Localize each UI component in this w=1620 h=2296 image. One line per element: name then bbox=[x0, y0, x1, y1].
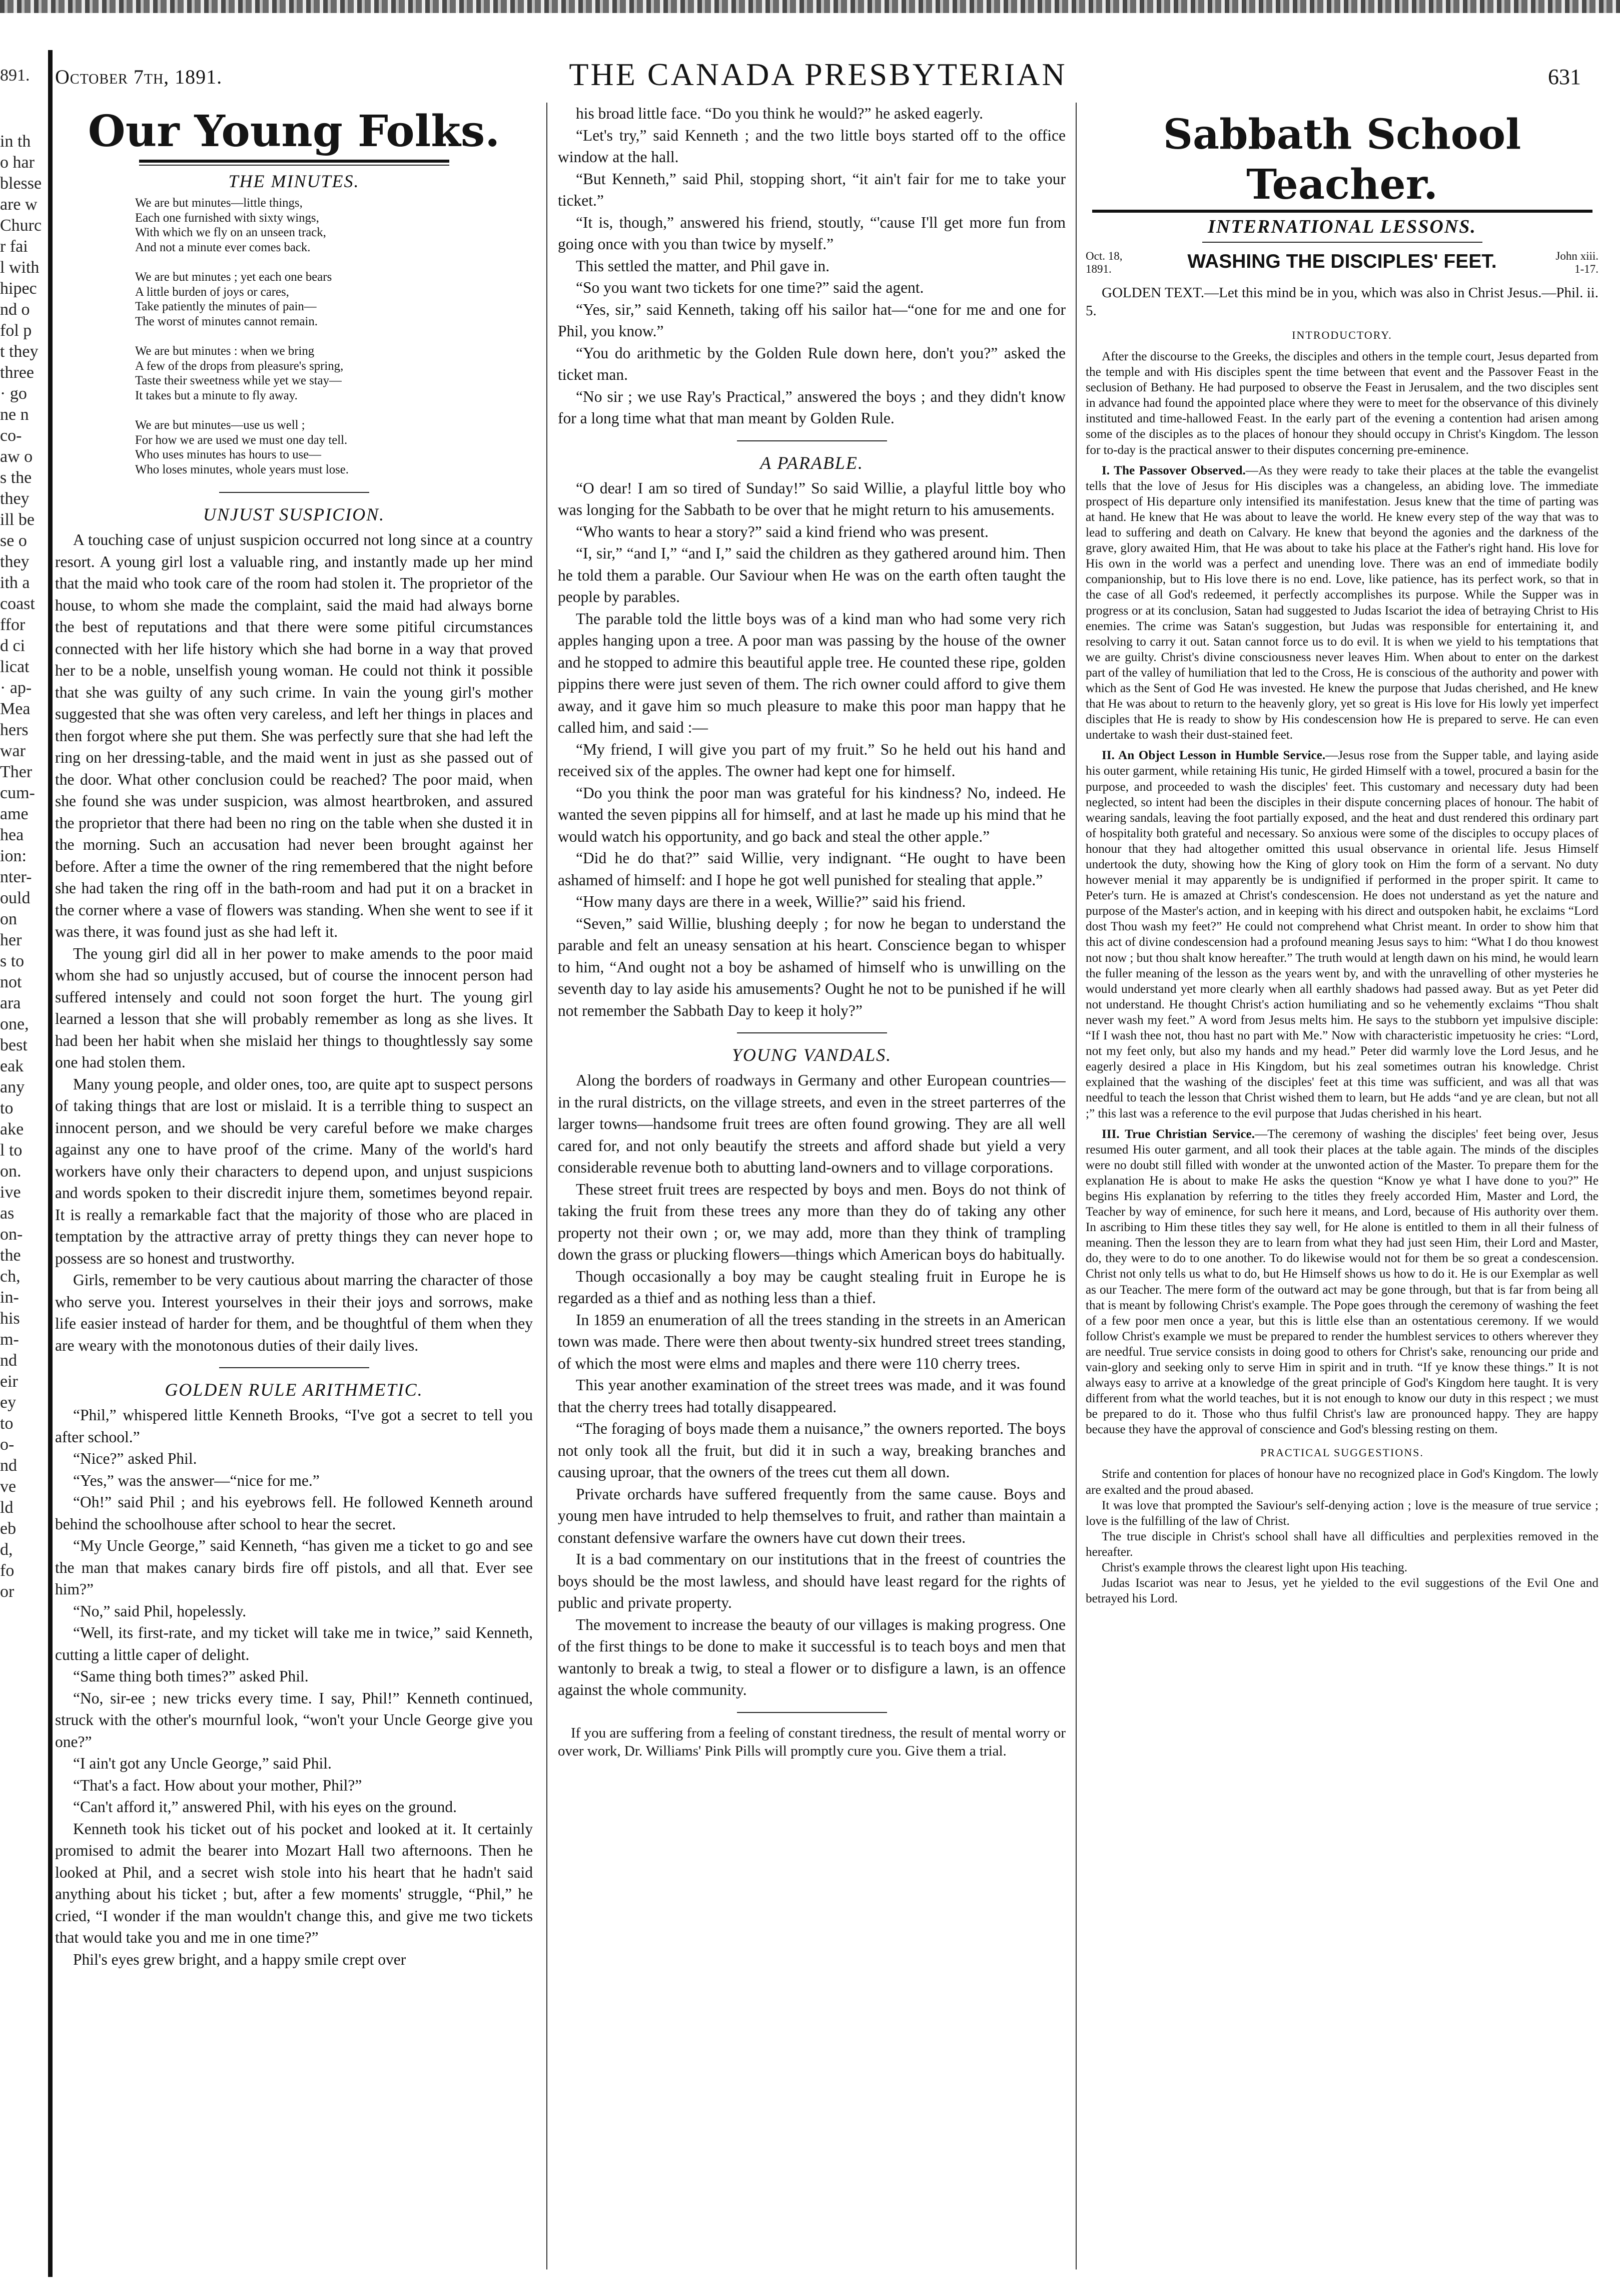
column-rule bbox=[1076, 103, 1077, 2269]
margin-fragment: best bbox=[0, 1036, 28, 1054]
paragraph: The movement to increase the beauty of our villages is making progress. One of the first things to be done to make it successful is to teach boys and men that wantonly to break a twig, to steal a flower or to disfigure a lawn, is an offence against the whole community. bbox=[558, 1615, 1066, 1698]
margin-fragment: Mea bbox=[0, 700, 31, 718]
margin-fragment: ara bbox=[0, 994, 21, 1012]
suggestion-paragraph: Strife and contention for places of honour have no recognized place in God's Kingdom. The lowly are exalted and the proud abased. bbox=[1086, 1467, 1598, 1497]
margin-fragment: eb bbox=[0, 1519, 17, 1538]
subheading: INTRODUCTORY. bbox=[1292, 329, 1392, 341]
lesson-section-heading: I. The Passover Observed. bbox=[1102, 463, 1246, 477]
paragraph: These street fruit trees are respected by boys and men. Boys do not think of taking the fruit from these trees any more than they do of taking any other property not their own ; or, we may add, more than they think of trampling down the grass or plucking flowers—things which American boys do habitually. bbox=[558, 1180, 1066, 1263]
column-two bbox=[558, 103, 1066, 2269]
margin-fragment: se o bbox=[0, 531, 27, 550]
paragraph: “So you want two tickets for one time?” said the agent. bbox=[576, 279, 924, 296]
margin-fragment: ith a bbox=[0, 573, 30, 592]
lesson-section bbox=[1086, 463, 1598, 743]
article-title: YOUNG VANDALS. bbox=[731, 1045, 892, 1065]
margin-fragment: any bbox=[0, 1078, 25, 1096]
paragraph: Phil's eyes grew bright, and a happy smile crept over bbox=[73, 1950, 406, 1968]
section-rule bbox=[219, 492, 369, 493]
paragraph: “I ain't got any Uncle George,” said Phil. bbox=[73, 1755, 332, 1772]
lesson-section-text: —The ceremony of washing the disciples' feet being over, Jesus resumed His outer garment, and all took their places at the table again. The minds of the disciples were no doubt still filled with wonder at the unwonted action of the Master. To prepare them for the explanation He is about to make He asks the question “Know ye what I have done to you?” He begins His explanation by referring to the titles they freely accorded Him, Master and Lord, the Teacher by way of eminence, for such here it means, and Lord, because of His authority over them. In ascribing to Him these titles they say well, for He alone is entitled to them in all their fulness of meaning. Then the lesson they are to learn from what they had just seen Him, their Lord and Master, do, they were to do to one another. To do likewise would not for them be so great a condescension. Christ not only tells us what to do, but He Himself shows us how to do it. He is our Exemplar as well as our Teacher. The mere form of the outward act may be gone through, but that is far from being all that is meant by following Christ's example. The Pope goes through the ceremony of washing the feet of a few poor men once a year, but this is little else than an ostentatious ceremony. If we would follow Christ's example we must be prepared to render the humblest services to others wherever they are needful. True service consists in doing good to others for Christ's sake, renouncing our pride and vain-glory and seeking only to serve Him in spirit and in truth. “If ye know these things.” It is not always easy to arrive at a knowledge of the great principle of God's Kingdom here taught. It is very different from what the world teaches, but it is not enough to know our duty in this respect ; we must be prepared to do it. Those who thus fulfil Christ's law are pronounced happy. They are happy because they have the approval of conscience and God's blessing resting on them. bbox=[1086, 1127, 1598, 1437]
lesson-date-line: Oct. 18, bbox=[1086, 250, 1123, 262]
paragraph: Private orchards have suffered frequently from the same cause. Boys and young men have intruded to help themselves to fruit, and rather than maintain a constant defensive warfare the owners have cut down their trees. bbox=[558, 1485, 1066, 1546]
notice-text: If you are suffering from a feeling of constant tiredness, the result of mental worry or over work, Dr. Williams' Pink Pills will promptly cure you. Give them a trial. bbox=[558, 1725, 1066, 1759]
suggestion-paragraph: Judas Iscariot was near to Jesus, yet he yielded to the evil suggestions of the Evil One and betrayed his Lord. bbox=[1086, 1576, 1598, 1606]
paragraph: “Yes,” was the answer—“nice for me.” bbox=[73, 1471, 320, 1489]
margin-fragment: 891. bbox=[0, 66, 30, 85]
margin-fragment: they bbox=[0, 552, 30, 571]
column-sabbath-school bbox=[1086, 103, 1598, 2269]
margin-fragment: co- bbox=[0, 426, 22, 445]
department-title: Our Young Folks. bbox=[88, 106, 500, 157]
paragraph: “No,” said Phil, hopelessly. bbox=[73, 1602, 247, 1620]
subheading: PRACTICAL SUGGESTIONS. bbox=[1260, 1446, 1424, 1459]
article-title: A PARABLE. bbox=[760, 452, 864, 473]
margin-fragment: as bbox=[0, 1204, 15, 1223]
margin-fragment: t they bbox=[0, 342, 39, 361]
poem-stanza bbox=[135, 344, 533, 403]
margin-fragment: to bbox=[0, 1099, 14, 1117]
issue-date: October 7th, 1891. bbox=[55, 66, 223, 88]
margin-fragment: ame bbox=[0, 805, 29, 823]
poem-line: We are but minutes—use us well ; bbox=[135, 418, 305, 432]
margin-fragment: three bbox=[0, 363, 34, 382]
paragraph: Though occasionally a boy may be caught stealing fruit in Europe he is regarded as a thief and as nothing less than a thief. bbox=[558, 1267, 1066, 1307]
lesson-section-text: —Jesus rose from the Supper table, and laying aside his outer garment, while retaining His tunic, He girded Himself with a towel, procured a basin for the purpose, and proceeded to wash the disciples' feet. This customary and necessary duty had been neglected, so intent had been the disciples in their dispute concerning places of honour. The habit of wearing sandals, leaving the foot partially exposed, and the heat and dust rendered this ordinary part of hospitality both grateful and necessary. So anxious were some of the disciples to occupy places of honour that they had altogether omitted this usual observance in oriental life. Jesus Himself undertook the duty, showing how the King of glory took on Him the form of a servant. No duty however menial it may apparently be is undignified if performed in the proper spirit. It came to Peter's turn. He is amazed at Christ's condescension. He does not understand as yet the nature and purpose of the Master's action, and in keeping with his direct and outspoken habit, he exclaims “Lord dost Thou wash my feet?” He could not comprehend what Christ meant. In order to show him that this act of divine condescension had a profound meaning Jesus says to him: “What I do thou knowest not now ; but thou shalt know hereafter.” The truth would at length dawn on his mind, he would learn the fuller meaning of the lesson as the years went by, and with the unravelling of other mysteries he would understand yet more clearly when all earthly shadows had passed away. But as yet Peter did not understand. He thought Christ's action humiliating and so he vehemently exclaims “Thou shalt never wash my feet.” A word from Jesus melts him. He says to the stubborn yet impulsive disciple: “If I wash thee not, thou hast no part with Me.” Now with characteristic impetuosity he cries: “Lord, not my feet only, but also my hands and my head.” Peter did warmly love the Lord Jesus, and he eagerly desired a place in His Kingdom, but his zeal sometimes outran his knowledge. Christ explained that the washing of the disciples' feet at this time was sufficient, and was all that was needful to teach the lesson that Christ wished them to learn, but He adds “and ye are clean, but not all ;” this last was a reference to the evil purpose that Judas cherished in his heart. bbox=[1086, 749, 1598, 1120]
paragraph: “O dear! I am so tired of Sunday!” So said Willie, a playful little boy who was longing for the Sabbath to be over that he might return to his amusements. bbox=[558, 479, 1066, 518]
margin-fragment: d ci bbox=[0, 637, 26, 655]
margin-fragment: nd bbox=[0, 1351, 17, 1370]
margin-fragment: s to bbox=[0, 952, 25, 970]
title-rule bbox=[1092, 210, 1592, 213]
newspaper-title: THE CANADA PRESBYTERIAN bbox=[569, 57, 1067, 92]
poem-line: Take patiently the minutes of pain— bbox=[135, 300, 317, 313]
margin-fragment: blesse bbox=[0, 174, 42, 193]
paragraph: “Do you think the poor man was grateful for his kindness? No, indeed. He wanted the seven pippins all for himself, and at last he made up his mind that he would watch his opportunity, and go back and steal the other apple.” bbox=[558, 784, 1066, 845]
poem-line: For how we are used we must one day tell. bbox=[135, 433, 348, 447]
margin-fragment: ch, bbox=[0, 1267, 21, 1286]
poem-line: Who loses minutes, whole years must lose. bbox=[135, 462, 349, 476]
margin-fragment: s the bbox=[0, 468, 32, 487]
advertisement-notice bbox=[558, 1724, 1066, 1760]
lesson-section bbox=[1086, 1126, 1598, 1438]
margin-fragment: eir bbox=[0, 1372, 18, 1391]
paragraph: his broad little face. “Do you think he would?” he asked eagerly. bbox=[576, 105, 984, 122]
margin-fragment: ion: bbox=[0, 847, 27, 865]
paragraph: “No sir ; we use Ray's Practical,” answered the boys ; and they didn't know for a long time what that man meant by Golden Rule. bbox=[558, 387, 1066, 427]
margin-fragment: eak bbox=[0, 1057, 24, 1075]
section-rule bbox=[219, 1367, 369, 1368]
paragraph: “My friend, I will give you part of my fruit.” So he held out his hand and received six of the apples. The owner had kept one for himself. bbox=[558, 740, 1066, 780]
paragraph: “It is, though,” answered his friend, stoutly, “'cause I'll get more fun from going once with you than twice by myself.” bbox=[558, 213, 1066, 253]
page-number: 631 bbox=[1548, 65, 1581, 89]
poem-line: With which we fly on an unseen track, bbox=[135, 226, 326, 239]
introductory-text: After the discourse to the Greeks, the disciples and others in the temple court, Jesus departed from the temple and with His disciples spent the time between that event and the Passover Feast in the seclusion of Bethany. He had purposed to observe the Feast in Jerusalem, and the two disciples sent in advance had found the appointed place where they were to meet for the observance of this divinely instituted and time-hallowed Feast. In the early part of the evening a contention had arisen among some of the disciples as to the places of honour they should occupy in Christ's Kingdom. The lesson for to-day is the practical answer to their disputes concerning pre-eminence. bbox=[1086, 350, 1598, 457]
paragraph: “Seven,” said Willie, blushing deeply ; for now he began to understand the parable and felt an uneasy sensation at his heart. Conscience began to whisper to him, “And ought not a boy be ashamed of himself who is unwilling on the seventh day to lay aside his amusements? Ought he not to be punished if he will not remember the Sabbath Day to keep it holy?” bbox=[558, 914, 1066, 1019]
lesson-reference-line: John xiii. bbox=[1555, 250, 1598, 262]
margin-fragment: ake bbox=[0, 1120, 24, 1138]
margin-fragment: Ther bbox=[0, 763, 33, 781]
paragraph: “Same thing both times?” asked Phil. bbox=[73, 1667, 309, 1685]
margin-fragment: ve bbox=[0, 1477, 17, 1496]
margin-fragment: ill be bbox=[0, 510, 35, 529]
section-title: INTERNATIONAL LESSONS. bbox=[1208, 216, 1476, 237]
article-body bbox=[55, 529, 533, 1356]
paragraph: Many young people, and older ones, too, are quite apt to suspect persons of taking things that are lost or mislaid. It is a terrible thing to suspect an innocent person, and we should be very careful before we make charges against any one to have proof of the crime. Many of the world's hard workers have only their characters to depend upon, and unjust suspicions and words spoken to their discredit injure them, sometimes beyond repair. It is really a remarkable fact that the majority of those who are placed in temptation by the attractive array of pretty things they can never hope to possess are so honest and trustworthy. bbox=[55, 1075, 533, 1267]
paragraph: This settled the matter, and Phil gave in. bbox=[576, 257, 830, 275]
margin-fragment: her bbox=[0, 931, 22, 949]
article-body bbox=[55, 1404, 533, 1970]
paragraph: “Can't afford it,” answered Phil, with his eyes on the ground. bbox=[73, 1798, 457, 1816]
margin-fragment: o- bbox=[0, 1435, 15, 1454]
margin-fragment: or bbox=[0, 1582, 15, 1601]
poem-stanza bbox=[135, 418, 533, 477]
title-rule bbox=[139, 160, 449, 163]
margin-fragment: ne n bbox=[0, 405, 29, 424]
margin-fragment: ould bbox=[0, 889, 31, 907]
paragraph: “Oh!” said Phil ; and his eyebrows fell. He followed Kenneth around behind the schoolhouse after school to hear the secret. bbox=[55, 1493, 533, 1533]
poem-line: It takes but a minute to fly away. bbox=[135, 388, 298, 402]
paragraph: “The foraging of boys made them a nuisance,” the owners reported. The boys not only took all the fruit, but did it in such a way, breaking branches and causing uproar, that the owners of the trees cut them all down. bbox=[558, 1420, 1066, 1481]
paragraph: Kenneth took his ticket out of his pocket and looked at it. It certainly promised to admit the bearer into Mozart Hall two afternoons. Then he looked at Phil, and a secret wish stole into his heart that he hadn't said anything about his ticket ; but, after a few moments' struggle, “Phil,” he cried, “I wonder if the man wouldn't change this, and give me two tickets that would take you and me in one time?” bbox=[55, 1820, 533, 1946]
margin-fragment: hers bbox=[0, 721, 29, 739]
article-body bbox=[558, 477, 1066, 1022]
margin-fragment: Churc bbox=[0, 216, 42, 235]
paragraph: In 1859 an enumeration of all the trees standing in the streets in an American town was made. There were then about twenty-six hundred street trees standing, of which the most were elms and maples and there were 110 cherry trees. bbox=[558, 1311, 1066, 1372]
torn-top-edge bbox=[0, 0, 1620, 13]
poem-line: Who uses minutes has hours to use— bbox=[135, 448, 321, 461]
margin-fragment: r fai bbox=[0, 237, 28, 256]
margin-fragment: nter- bbox=[0, 868, 32, 886]
poem-title: THE MINUTES. bbox=[228, 171, 360, 191]
title-rule bbox=[139, 165, 449, 166]
lesson-sections bbox=[1086, 463, 1598, 1438]
left-margin-fragments bbox=[0, 0, 50, 2296]
column-young-folks bbox=[55, 103, 533, 2269]
paragraph: Girls, remember to be very cautious about marring the character of those who serve you. Interest yourselves in their their joys and sorrows, make life easier instead of harder for them, and be thoughtful of them when they are weary with the monotonous duties of their daily lives. bbox=[55, 1271, 533, 1354]
suggestion-paragraph: Christ's example throws the clearest light upon His teaching. bbox=[1102, 1561, 1408, 1575]
margin-fragment: war bbox=[0, 742, 26, 760]
margin-fragment: nd o bbox=[0, 300, 30, 319]
margin-fragment: coast bbox=[0, 595, 35, 613]
paragraph: The parable told the little boys was of a kind man who had some very rich apples hanging upon a tree. A poor man was passing by the house of the owner and he stopped to admire this beautiful apple tree. He counted these ripe, golden pippins there were just seven of them. The rich owner could afford to give them away, and it gave him so much pleasure to make this poor man happy that he called him, and said :— bbox=[558, 610, 1066, 736]
left-margin-rule bbox=[48, 50, 53, 2277]
margin-fragment: · go bbox=[0, 384, 27, 403]
poem-line: We are but minutes ; yet each one bears bbox=[135, 270, 332, 284]
paragraph: “Let's try,” said Kenneth ; and the two little boys started off to the office window at the hall. bbox=[558, 126, 1066, 166]
section-rule bbox=[737, 440, 887, 441]
margin-fragment: hipec bbox=[0, 279, 37, 298]
suggestion-paragraph: The true disciple in Christ's school shall have all difficulties and perplexities removed in the hereafter. bbox=[1086, 1529, 1598, 1559]
margin-fragment: hea bbox=[0, 826, 24, 844]
lesson-reference-line: 1-17. bbox=[1574, 263, 1598, 275]
poem-line: Each one furnished with sixty wings, bbox=[135, 211, 319, 225]
margin-fragment: on. bbox=[0, 1162, 22, 1181]
lesson-section-text: —As they were ready to take their places at the table the evangelist tells that the love of Jesus for His disciples was a changeless, an abiding love. The immediate prospect of His departure only intensified its manifestation. Jesus knew that the time of parting was at hand. He knew that He was about to leave the world. He knew every step of the way that was to lead to suffering and death on Calvary. He knew that beyond the agonies and the darkness of the grave, glory awaited Him, that He was about to take his place at the Father's right hand. His love for His own in the world was a perfect and unending love. There was an end of immediate bodily companionship, but to His love there is no end. Love, like patience, has its perfect work, so that in the case of all God's redeemed, it perfectly accomplishes its purpose. While the Supper was in progress or at its conclusion, Satan had suggested to Judas Iscariot the idea of betraying Christ to His enemies. The crime was Satan's suggestion, but Judas was responsible for entertaining it, and resolving to carry it out. Satan cannot force us to do evil. It is when we yield to his temptations that we are guilty. Christ's divine consciousness never leaves Him. When about to enter on the darkest part of the valley of humiliation that led to the Cross, He is conscious of the authority and power with which as the Sent of God He was invested. He knew the purpose that Judas cherished, and He knew that He was about to return to the heavenly glory, yet so great is His love for His lowly yet imperfect disciples that He is ready to show by His condescension how He is prepared to serve. He can even undertake to wash their dust-stained feet. bbox=[1086, 463, 1598, 742]
poem-stanza bbox=[135, 270, 533, 329]
paragraph: “Yes, sir,” said Kenneth, taking off his sailor hat—“one for me and one for Phil, you know.” bbox=[558, 300, 1066, 340]
paragraph: Along the borders of roadways in Germany and other European countries—in the rural districts, on the village streets, and even in the street parterres of the larger towns—handsome fruit trees are often found growing. They are all well cared for, and not only beautify the streets and afford shade but yield a very considerable revenue both to abutting land-owners and to village corporations. bbox=[558, 1071, 1066, 1176]
golden-text: GOLDEN TEXT.—Let this mind be in you, which was also in Christ Jesus.—Phil. ii. 5. bbox=[1086, 285, 1598, 319]
paragraph: “That's a fact. How about your mother, Phil?” bbox=[73, 1776, 362, 1794]
poem-body bbox=[55, 196, 533, 477]
article-body bbox=[558, 1069, 1066, 1701]
paragraph: “I, sir,” “and I,” “and I,” said the children as they gathered around him. Then he told them a parable. Our Saviour when He was on the earth often taught the people by parables. bbox=[558, 544, 1066, 606]
margin-fragment: the bbox=[0, 1246, 21, 1265]
margin-fragment: one, bbox=[0, 1015, 29, 1033]
paragraph: “Nice?” asked Phil. bbox=[73, 1450, 197, 1467]
margin-fragment: o har bbox=[0, 153, 35, 172]
poem-line: We are but minutes : when we bring bbox=[135, 344, 315, 358]
margin-fragment: · ap- bbox=[0, 679, 32, 697]
margin-fragment: ffor bbox=[0, 616, 26, 634]
department-title: Sabbath School Teacher. bbox=[1163, 111, 1521, 209]
margin-fragment: ey bbox=[0, 1393, 17, 1412]
paragraph: A touching case of unjust suspicion occurred not long since at a country resort. A young girl lost a valuable ring, and instantly made up her mind that the maid who took care of the room had stolen it. The proprietor of the house, to whom she made the complaint, said the maid had always borne the best of reputations and that there were some pitiful circumstances connected with her life history which she had borne in a way that proved her to be a noble, unselfish young woman. He could not think it possible that she was guilty of any such crime. In vain the young girl's mother suggested that she was often very careless, and left her things in places and then forgot where she put them. She was perfectly sure that she had left the ring on her dressing-table, and the maid went in just as she passed out of the door. What other conclusion could be reached? The poor maid, when she found she was under suspicion, was almost heartbroken, and assured the proprietor that there had been no ring on the table when she dusted it in the morning. Such an accusation had never been brought against her before. After a time the owner of the ring remembered that the night before she had taken the ring off in the bath-room and had put it on a bracket in the corner where a vase of flowers was standing. When she went to see if it was there, it was found just as she had left it. bbox=[55, 531, 533, 940]
margin-fragment: on- bbox=[0, 1225, 23, 1244]
poem-line: And not a minute ever comes back. bbox=[135, 240, 311, 254]
margin-fragment: to bbox=[0, 1414, 14, 1433]
margin-fragment: fo bbox=[0, 1561, 15, 1580]
section-rule bbox=[1202, 242, 1482, 243]
poem-stanza bbox=[135, 196, 533, 255]
lesson-reference bbox=[1555, 250, 1598, 276]
poem-line: Taste their sweetness while yet we stay— bbox=[135, 374, 342, 387]
lesson-section-heading: III. True Christian Service. bbox=[1102, 1127, 1255, 1141]
article-title: GOLDEN RULE ARITHMETIC. bbox=[165, 1380, 423, 1400]
margin-fragment: his bbox=[0, 1309, 20, 1328]
lesson-heading bbox=[1086, 247, 1598, 282]
margin-fragment: l to bbox=[0, 1141, 23, 1160]
lesson-title: WASHING THE DISCIPLES' FEET. bbox=[1187, 251, 1497, 272]
paragraph: “No, sir-ee ; new tricks every time. I say, Phil!” Kenneth continued, struck with the other's mournful look, “won't your Uncle George give you one?” bbox=[55, 1689, 533, 1751]
margin-fragment: they bbox=[0, 489, 30, 508]
suggestion-paragraph: It was love that prompted the Saviour's self-denying action ; love is the measure of true service ; love is the fulfilling of the law of Christ. bbox=[1086, 1498, 1598, 1528]
lesson-section-heading: II. An Object Lesson in Humble Service. bbox=[1102, 749, 1326, 763]
paragraph: “Well, its first-rate, and my ticket will take me in twice,” said Kenneth, cutting a little caper of delight. bbox=[55, 1624, 533, 1663]
margin-fragment: licat bbox=[0, 658, 30, 676]
section-rule bbox=[737, 1032, 887, 1033]
lesson-date-line: 1891. bbox=[1086, 263, 1112, 275]
margin-fragment: aw o bbox=[0, 447, 33, 466]
paragraph: “You do arithmetic by the Golden Rule down here, don't you?” asked the ticket man. bbox=[558, 344, 1066, 383]
paragraph: “Phil,” whispered little Kenneth Brooks, “I've got a secret to tell you after school.” bbox=[55, 1406, 533, 1446]
running-head bbox=[55, 56, 1581, 96]
paragraph: The young girl did all in her power to make amends to the poor maid whom she had so unjustly accused, but of course the innocent person had suffered intensely and could not soon forget the hurt. The young girl learned a lesson that she will probably remember as long as she lives. It had been her habit when she mislaid her things to thoughtlessly say some one had stolen them. bbox=[55, 944, 533, 1071]
paragraph: It is a bad commentary on our institutions that in the freest of countries the boys should be the most lawless, and should have least regard for the rights of public and private property. bbox=[558, 1550, 1066, 1611]
margin-fragment: ld bbox=[0, 1498, 14, 1517]
poem-line: The worst of minutes cannot remain. bbox=[135, 314, 318, 328]
margin-fragment: cum- bbox=[0, 784, 35, 802]
article-title: UNJUST SUSPICION. bbox=[203, 504, 385, 524]
poem-line: A few of the drops from pleasure's spring, bbox=[135, 359, 344, 373]
margin-fragment: on bbox=[0, 910, 17, 928]
margin-fragment: not bbox=[0, 973, 22, 991]
margin-fragment: fol p bbox=[0, 321, 32, 340]
paragraph: “Did he do that?” said Willie, very indignant. “He ought to have been ashamed of himself: and I hope he got well punished for stealing that apple.” bbox=[558, 849, 1066, 889]
margin-fragment: d, bbox=[0, 1540, 13, 1559]
margin-fragment: m- bbox=[0, 1330, 19, 1349]
paragraph: “My Uncle George,” said Kenneth, “has given me a ticket to go and see the man that makes canary birds fire off pistols, and all that. Ever see him?” bbox=[55, 1537, 533, 1598]
article-continuation bbox=[558, 103, 1066, 429]
margin-fragment: in th bbox=[0, 132, 31, 151]
margin-fragment: nd bbox=[0, 1456, 17, 1475]
paragraph: This year another examination of the street trees was made, and it was found that the cherry trees had totally disappeared. bbox=[558, 1376, 1066, 1416]
paragraph: “But Kenneth,” said Phil, stopping short, “it ain't fair for me to take your ticket.” bbox=[558, 170, 1066, 209]
column-rule bbox=[546, 103, 547, 2269]
paragraph: “How many days are there in a week, Willie?” said his friend. bbox=[576, 893, 966, 910]
margin-fragment: ive bbox=[0, 1183, 21, 1202]
poem-line: We are but minutes—little things, bbox=[135, 196, 303, 210]
margin-fragment: l with bbox=[0, 258, 40, 277]
paragraph: “Who wants to hear a story?” said a kind friend who was present. bbox=[576, 522, 989, 540]
margin-fragment: in- bbox=[0, 1288, 19, 1307]
poem-line: A little burden of joys or cares, bbox=[135, 285, 289, 299]
section-rule bbox=[737, 1712, 887, 1713]
margin-fragment: are w bbox=[0, 195, 38, 214]
practical-suggestions bbox=[1086, 1466, 1598, 1606]
lesson-section bbox=[1086, 748, 1598, 1121]
